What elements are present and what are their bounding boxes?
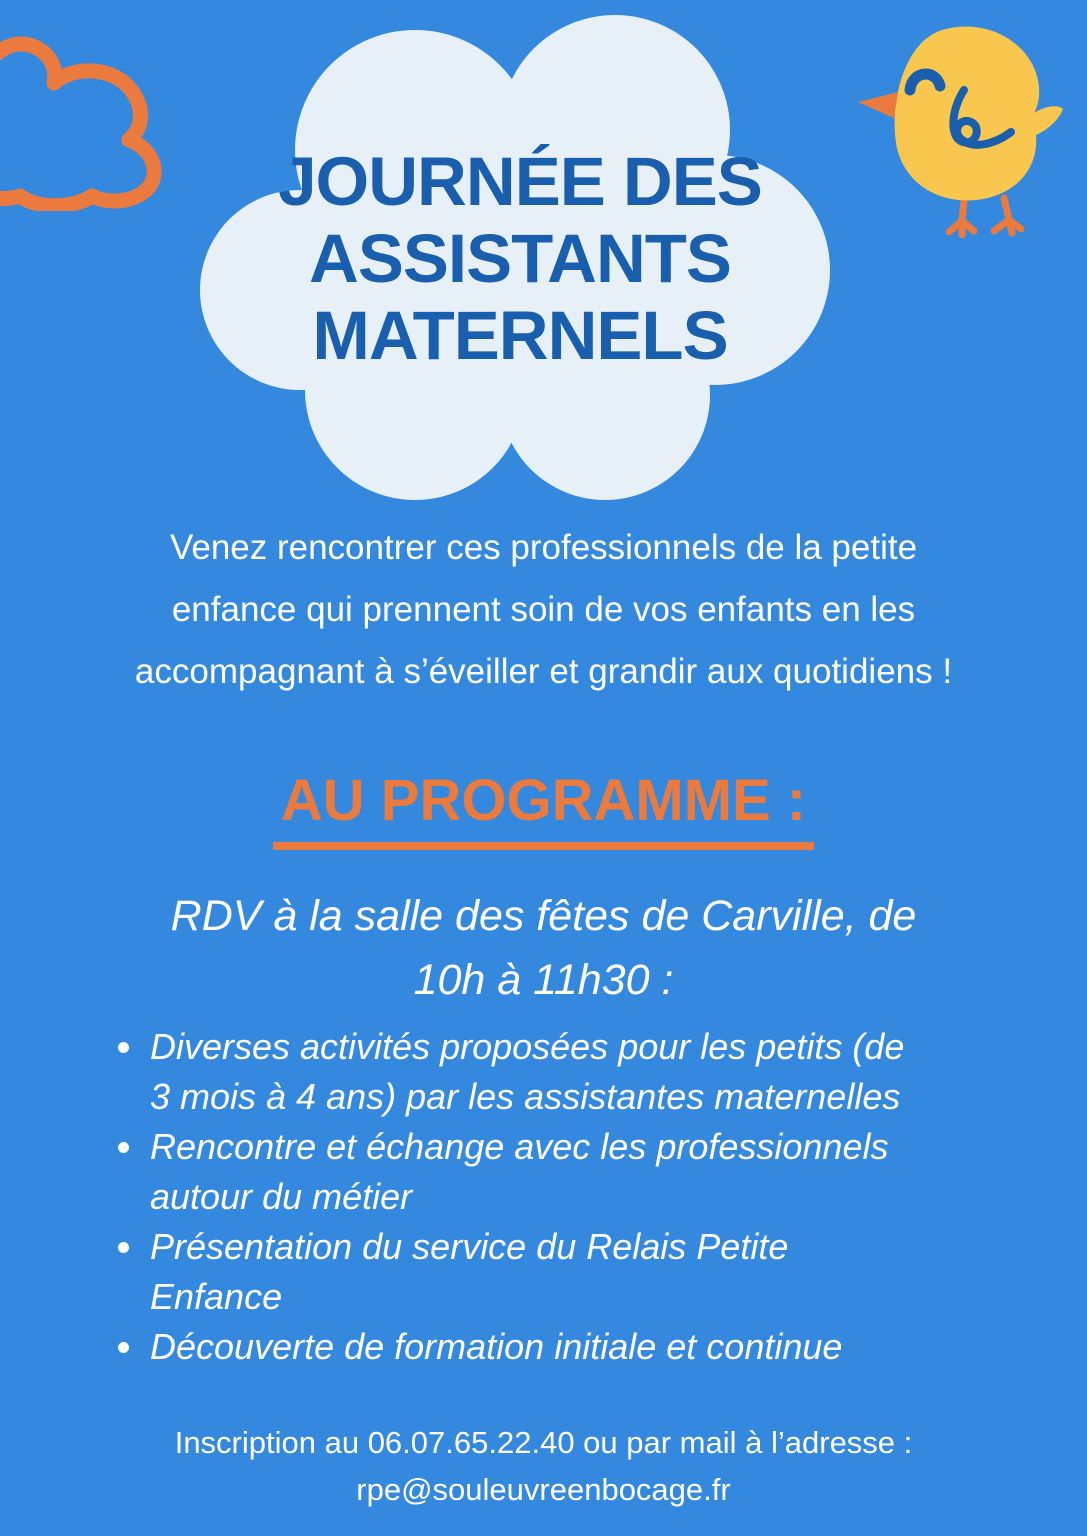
intro-line: accompagnant à s’éveiller et grandir aux quotidiens !: [134, 652, 953, 691]
program-subheading: [0, 884, 1087, 1012]
intro-line: enfance qui prennent soin de vos enfants en les: [171, 590, 916, 629]
title-line: ASSISTANTS: [309, 220, 731, 297]
program-list: [118, 1022, 1028, 1372]
list-item-line: Présentation du service du Relais Petite: [150, 1226, 789, 1267]
orange-cloud-outline-path: [0, 44, 154, 206]
footer: [0, 1419, 1087, 1513]
list-item-line: Diverses activités proposées pour les petits (de: [150, 1026, 905, 1067]
list-item-line: 3 mois à 4 ans) par les assistantes maternelles: [150, 1076, 901, 1117]
rdv-line: RDV à la salle des fêtes de Carville, de: [170, 892, 917, 940]
intro-line: Venez rencontrer ces professionnels de la petite: [169, 528, 918, 567]
orange-cloud-outline-icon: [0, 16, 190, 211]
list-item: [118, 1122, 1028, 1222]
bullet-icon: [118, 1142, 129, 1153]
bullet-icon: [118, 1242, 129, 1253]
bullet-icon: [118, 1342, 129, 1353]
list-item-line: Découverte de formation initiale et continue: [150, 1326, 843, 1367]
list-item: [118, 1222, 1028, 1322]
intro-text: [0, 517, 1087, 703]
page-title: [190, 143, 850, 374]
inscription-text: Inscription au 06.07.65.22.40 ou par mail à l’adresse :: [174, 1425, 913, 1460]
rdv-line: 10h à 11h30 :: [413, 956, 674, 1004]
bird-body: [895, 27, 1063, 201]
list-item-line: autour du métier: [150, 1176, 413, 1217]
program-heading: AU PROGRAMME :: [273, 768, 814, 850]
list-item: [118, 1322, 1028, 1372]
bullet-icon: [118, 1042, 129, 1053]
yellow-bird-icon: [852, 18, 1067, 238]
list-item-line: Rencontre et échange avec les professionnels: [150, 1126, 889, 1167]
program-heading-wrap: [0, 768, 1087, 850]
list-item-line: Enfance: [150, 1276, 283, 1317]
title-line: MATERNELS: [312, 297, 728, 374]
title-line: JOURNÉE DES: [278, 143, 762, 220]
bird-beak: [858, 92, 898, 118]
list-item: [118, 1022, 1028, 1122]
email-text: rpe@souleuvreenbocage.fr: [356, 1472, 731, 1507]
bird-legs: [949, 198, 1021, 235]
